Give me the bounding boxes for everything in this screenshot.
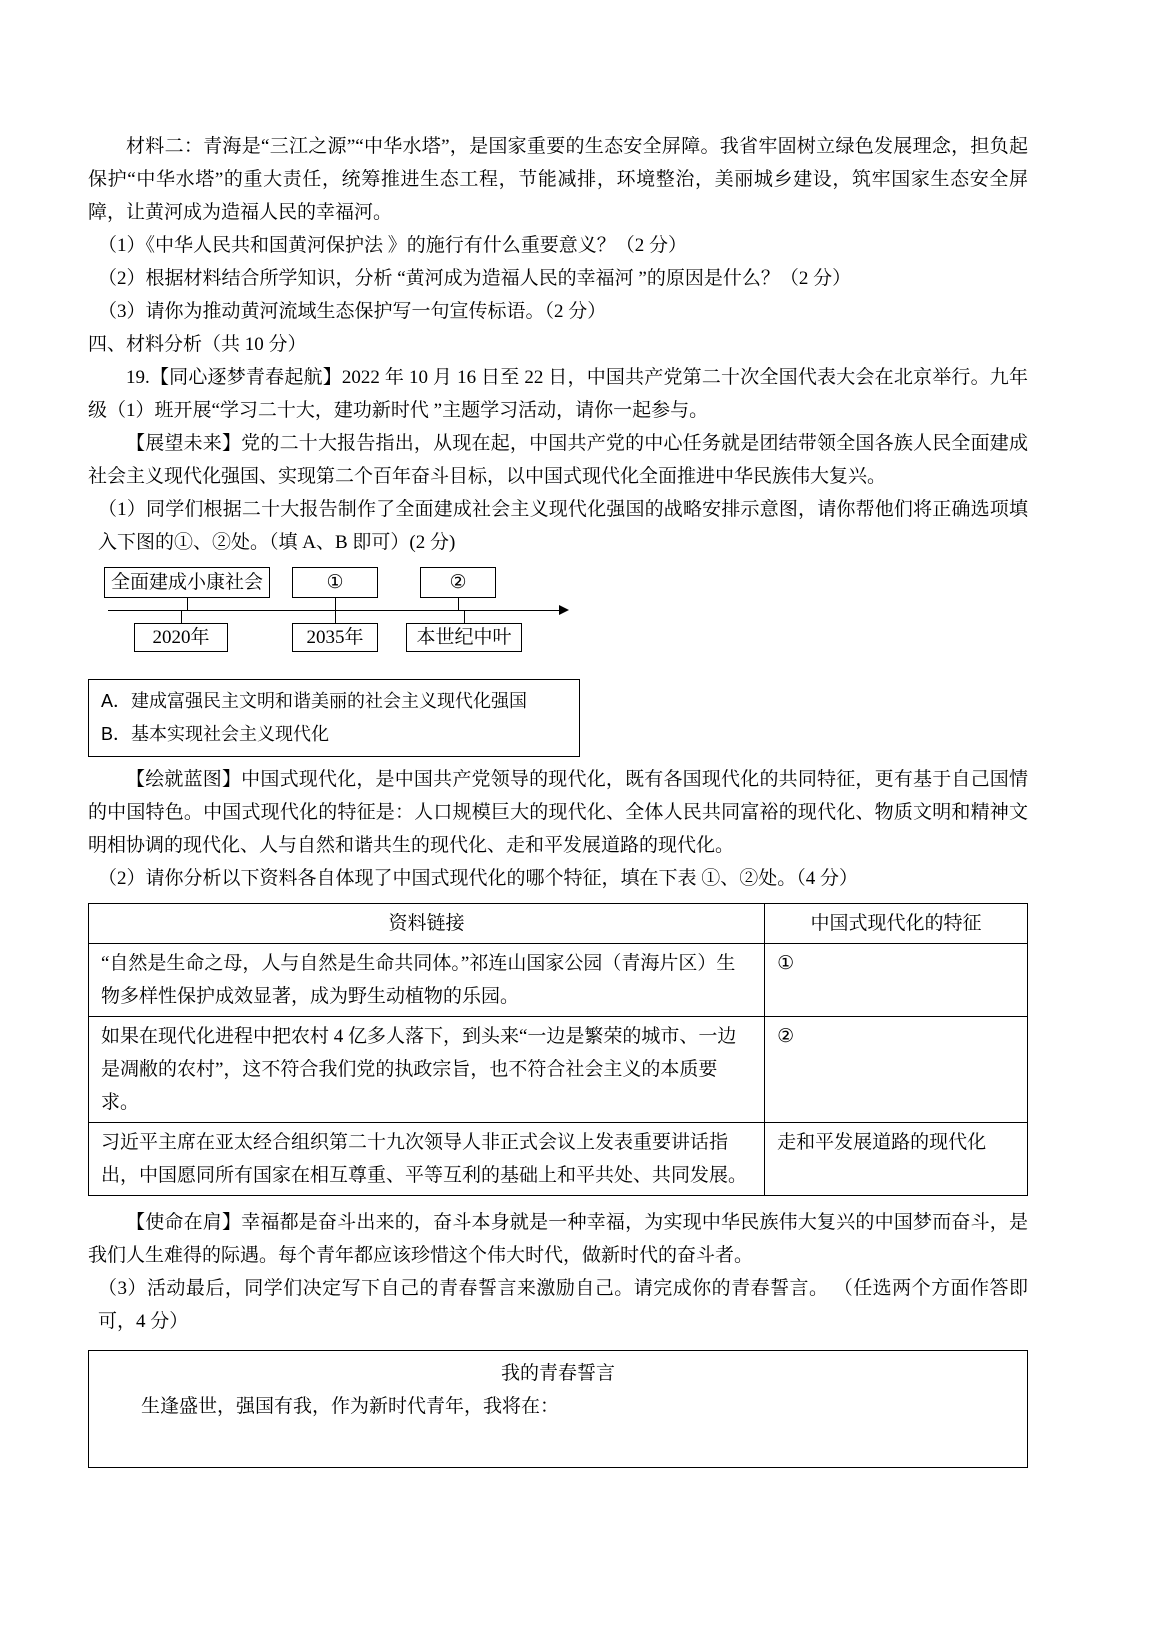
question-19-3: （3）活动最后，同学们决定写下自己的青春誓言来激励自己。请完成你的青春誓言。 （任选两个方面作答即可，4 分） (98, 1278, 1028, 1332)
option-a: A．建成富强民主文明和谐美丽的社会主义现代化强国 (101, 691, 528, 711)
timeline-connector (187, 598, 188, 610)
question-17-3: （3）请你为推动黄河流域生态保护写一句宣传标语。（2 分） (98, 301, 607, 322)
youth-pledge-box (88, 1350, 1028, 1468)
pledge-title: 我的青春誓言 (500, 1363, 615, 1384)
table-row (89, 1123, 1028, 1196)
outlook-paragraph: 【展望未来】党的二十大报告指出，从现在起，中国共产党的中心任务就是团结带领全国各族人民全面建成社会主义现代化强国、实现第二个百年奋斗目标，以中国式现代化全面推进中华民族伟大复兴。 (88, 433, 1028, 487)
section-4-heading: 四、材料分析（共 10 分） (88, 334, 307, 355)
question-19-1: （1）同学们根据二十大报告制作了全面建成社会主义现代化强国的战略安排示意图，请你帮他们将正确选项填入下图的①、②处。（填 A、B 即可）(2 分) (98, 499, 1028, 553)
feature-cell-blank-1: ① (765, 944, 1028, 1017)
table-row (89, 944, 1028, 1017)
timeline-connector (464, 611, 465, 623)
pledge-body: 生逢盛世，强国有我，作为新时代青年，我将在： (141, 1396, 560, 1417)
timeline-arrow-icon (559, 605, 569, 615)
table-header-feature: 中国式现代化的特征 (765, 904, 1028, 944)
question-17-1: （1）《中华人民共和国黄河保护法 》的施行有什么重要意义？（2 分） (98, 235, 688, 256)
answer-options-box (88, 679, 580, 757)
strategy-timeline-diagram (104, 567, 704, 665)
material-cell: 如果在现代化进程中把农村 4 亿多人落下，到头来“一边是繁荣的城市、一边是凋敝的农村”，这不符合我们党的执政宗旨，也不符合社会主义的本质要求。 (89, 1017, 765, 1123)
question-19-2: （2）请你分析以下资料各自体现了中国式现代化的哪个特征，填在下表 ①、②处。（4 分） (98, 868, 859, 889)
table-row (89, 1017, 1028, 1123)
material2-paragraph: 材料二：青海是“三江之源”“中华水塔”，是国家重要的生态安全屏障。我省牢固树立绿色发展理念，担负起保护“中华水塔”的重大责任，统筹推进生态工程，节能减排，环境整治，美丽城乡建设，筑牢国家生态安全屏障，让黄河成为造福人民的幸福河。 (88, 136, 1028, 223)
feature-cell-peace: 走和平发展道路的现代化 (765, 1123, 1028, 1196)
modernization-feature-table (88, 903, 1028, 1196)
table-header-row (89, 904, 1028, 944)
mission-paragraph: 【使命在肩】幸福都是奋斗出来的，奋斗本身就是一种幸福，为实现中华民族伟大复兴的中国梦而奋斗，是我们人生难得的际遇。每个青年都应该珍惜这个伟大时代，做新时代的奋斗者。 (88, 1212, 1028, 1266)
timeline-stage-box-blank-2: ② (420, 567, 496, 598)
option-b: B．基本实现社会主义现代化 (101, 724, 330, 744)
timeline-axis-line (108, 610, 560, 611)
table-header-material: 资料链接 (89, 904, 765, 944)
question-19-intro: 19.【同心逐梦青春起航】2022 年 10 月 16 日至 22 日，中国共产党第二十次全国代表大会在北京举行。九年级（1）班开展“学习二十大，建功新时代 ”主题学习活动，请你一起参与。 (88, 367, 1028, 421)
timeline-connector (335, 611, 336, 623)
timeline-stage-box-xiaokang: 全面建成小康社会 (104, 567, 270, 598)
timeline-connector (335, 598, 336, 610)
timeline-year-box-midcentury: 本世纪中叶 (406, 623, 522, 652)
feature-cell-blank-2: ② (765, 1017, 1028, 1123)
timeline-stage-box-blank-1: ① (292, 567, 378, 598)
timeline-year-box-2035: 2035年 (292, 623, 378, 652)
timeline-connector (458, 598, 459, 610)
material-cell: “自然是生命之母，人与自然是生命共同体。”祁连山国家公园（青海片区）生物多样性保护成效显著，成为野生动植物的乐园。 (89, 944, 765, 1017)
timeline-connector (181, 611, 182, 623)
question-17-2: （2）根据材料结合所学知识，分析 “黄河成为造福人民的幸福河 ”的原因是什么？（2 分） (98, 268, 852, 289)
material-cell: 习近平主席在亚太经合组织第二十九次领导人非正式会议上发表重要讲话指出，中国愿同所有国家在相互尊重、平等互利的基础上和平共处、共同发展。 (89, 1123, 765, 1196)
blueprint-paragraph: 【绘就蓝图】中国式现代化，是中国共产党领导的现代化，既有各国现代化的共同特征，更有基于自己国情的中国特色。中国式现代化的特征是：人口规模巨大的现代化、全体人民共同富裕的现代化、物质文明和精神文明相协调的现代化、人与自然和谐共生的现代化、走和平发展道路的现代化。 (88, 769, 1028, 856)
timeline-year-box-2020: 2020年 (134, 623, 228, 652)
